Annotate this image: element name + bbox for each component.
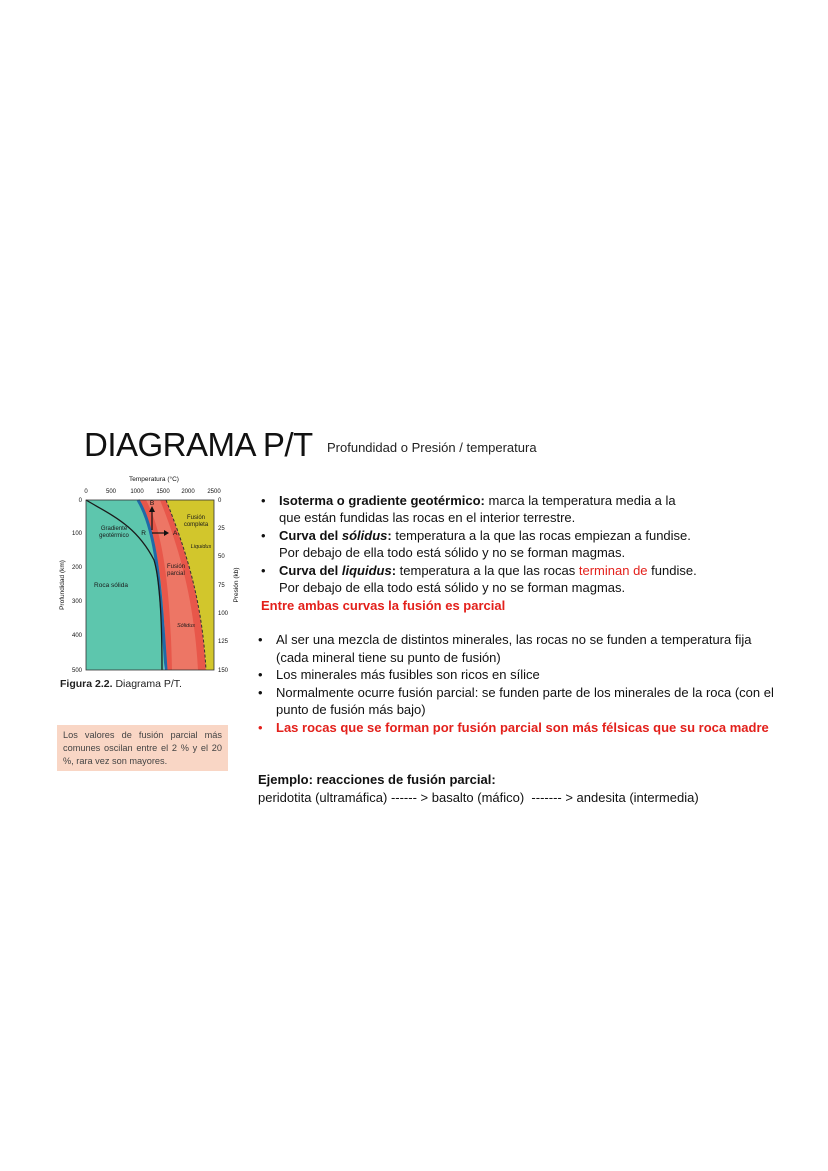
item-term: Curva del: [279, 527, 342, 543]
right-tick: 75: [218, 583, 225, 589]
bullet-icon: •: [258, 719, 263, 735]
list-item: [261, 492, 731, 527]
point-b-label: B: [149, 500, 155, 507]
page-subtitle: Profundidad o Presión / temperatura: [327, 440, 537, 455]
item-text: Los minerales más fusibles son ricos en sílice: [276, 667, 540, 683]
item-text-line2: Por debajo de ella todo está sólido y no se forman magmas.: [279, 545, 626, 561]
region-complete-label: completa: [183, 522, 209, 528]
top-tick: 0: [84, 489, 88, 495]
top-tick: 2000: [181, 489, 195, 495]
bullet-icon: •: [261, 527, 266, 543]
left-axis-label: Profundidad (km): [59, 560, 66, 610]
bullet-icon: •: [258, 684, 263, 700]
figure-caption-text: Diagrama P/T.: [115, 678, 182, 690]
right-tick: 150: [218, 668, 229, 674]
item-text-highlight: Las rocas que se forman por fusión parcial son más félsicas que su roca madre: [276, 719, 769, 735]
top-tick: 1500: [156, 489, 170, 495]
properties-list: [258, 631, 776, 737]
item-text: temperatura a la que las rocas empiezan a fundise.: [391, 527, 691, 543]
top-tick: 1000: [130, 489, 144, 495]
figure-caption-label: Figura 2.2.: [60, 678, 113, 690]
liquidus-label: Liquidus: [190, 544, 212, 550]
point-a-label: A: [173, 530, 178, 537]
left-tick: 500: [71, 668, 82, 674]
note-box: Los valores de fusión parcial más comunes oscilan entre el 2 % y el 20 %, rara vez son mayores.: [57, 725, 228, 771]
item-text: Normalmente ocurre fusión parcial: se funden parte de los minerales de la roca (con el punto de fusión más bajo): [276, 684, 774, 718]
page-title: DIAGRAMA P/T: [84, 426, 313, 463]
bullet-icon: •: [258, 667, 263, 683]
item-text-line2: que están fundidas las rocas en el interior terrestre.: [279, 510, 576, 526]
region-complete-label: Fusión: [186, 515, 206, 521]
partial-fusion-statement: Entre ambas curvas la fusión es parcial: [261, 598, 506, 613]
item-term: Curva del: [279, 562, 342, 578]
left-tick: 400: [71, 633, 82, 639]
item-term-colon: :: [391, 562, 397, 578]
definitions-list: [261, 492, 731, 596]
top-tick: 2500: [207, 489, 221, 495]
list-item: [258, 719, 776, 737]
list-item: [261, 527, 731, 562]
region-solid-label: Roca sólida: [94, 582, 128, 589]
item-text-line2: Por debajo de ella todo está sólido y no se forman magmas.: [279, 580, 626, 596]
left-tick: 100: [71, 531, 82, 537]
right-tick: 100: [218, 611, 229, 617]
gradient-label: geotérmico: [99, 533, 129, 539]
solidus-label: Sólidus: [176, 623, 196, 629]
bullet-icon: •: [258, 632, 263, 647]
top-tick: 500: [105, 489, 117, 495]
example-title: Ejemplo: reacciones de fusión parcial:: [258, 772, 496, 787]
list-item: [258, 684, 776, 719]
right-tick: 0: [218, 498, 222, 504]
bullet-icon: •: [261, 562, 266, 578]
right-tick: 125: [218, 639, 229, 645]
region-partial-label: Fusión: [166, 564, 186, 570]
point-r-label: R: [141, 530, 146, 537]
item-text: fundise.: [647, 562, 697, 578]
figure-caption: [60, 678, 182, 690]
item-term-italic: sólidus: [341, 527, 388, 543]
item-term: Isoterma o gradiente geotérmico:: [279, 493, 485, 508]
pt-diagram: [56, 470, 246, 678]
gradient-label: Gradiente: [100, 526, 128, 532]
list-item: [261, 562, 731, 597]
right-axis-label: Presión (kb): [233, 567, 240, 603]
item-term-italic: liquidus: [341, 562, 392, 578]
right-tick: 50: [218, 554, 225, 560]
item-text: Al ser una mezcla de distintos minerales, las rocas no se funden a temperatura fija (cada mineral tiene su punto de fusión): [276, 632, 752, 665]
right-tick: 25: [218, 526, 225, 532]
left-tick: 0: [78, 498, 82, 504]
list-item: [258, 666, 776, 684]
region-partial-label: parcial: [167, 571, 185, 577]
left-tick: 300: [71, 599, 82, 605]
item-text: marca la temperatura media a la: [484, 493, 676, 508]
bullet-icon: •: [261, 493, 266, 508]
item-text: temperatura a la que las rocas: [396, 562, 579, 578]
top-axis-label: Temperatura (°C): [129, 476, 179, 483]
item-text-highlight: terminan de: [578, 562, 648, 578]
left-tick: 200: [71, 565, 82, 571]
list-item: [258, 631, 776, 666]
example-line: peridotita (ultramáfica) ------ > basalto (máfico) ------- > andesita (intermedia): [258, 790, 699, 805]
item-term-colon: :: [387, 527, 392, 543]
